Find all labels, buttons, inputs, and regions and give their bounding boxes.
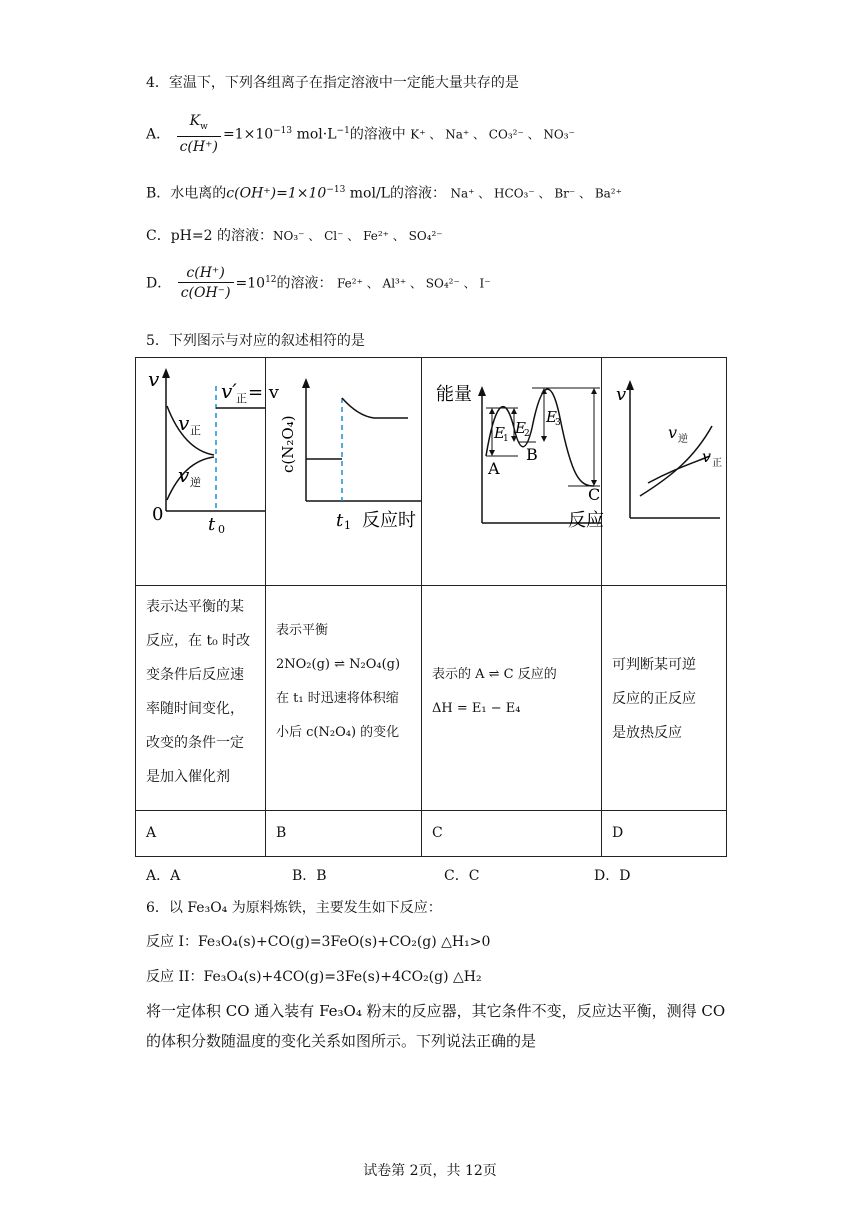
graph-c-point-c: C (588, 485, 601, 504)
graph-a-v-reverse: v (178, 463, 190, 487)
svg-text:逆: 逆 (678, 434, 688, 445)
q5-option-c: C．C (444, 868, 480, 884)
graph-c-point-b: B (526, 445, 538, 464)
label-b: B (276, 825, 287, 841)
q4-stem: 4．室温下，下列各组离子在指定溶液中一定能大量共存的是 (146, 75, 519, 91)
q6-paragraph-1: 将一定体积 CO 通入装有 Fe₃O₄ 粉末的反应器，其它条件不变，反应达平衡，测得 CO (146, 1002, 726, 1020)
graph-b (266, 358, 421, 585)
label-c: C (432, 825, 443, 841)
svg-text:2: 2 (524, 429, 530, 439)
q4-option-d: D． $\frac{c(H^+)}{c(OH^-)}$ $=10^{12}$的溶液： Fe²⁺ 、 Al³⁺ 、 SO₄²⁻ 、 I⁻ (146, 265, 491, 301)
q6-paragraph-2: 的体积分数随温度的变化关系如图所示。下列说法正确的是 (146, 1032, 537, 1050)
svg-text:1: 1 (344, 519, 351, 532)
desc-b: 表示平衡 2NO₂(g) ⇌ N₂O₄(g) 在 t₁ 时迅速将体积缩 小后 c(N₂O₄) 的变化 (276, 623, 401, 740)
q4-option-a: A． $\frac{K_w}{c(H^+)}$ $=1\times 10^{-13}$ $mol\cdot L^{-1}$的溶液中 K⁺ 、 Na⁺ 、 CO₃²⁻ 、 NO₃⁻ (146, 113, 575, 155)
svg-text:0: 0 (218, 523, 225, 536)
label-a: A (146, 825, 157, 841)
graph-c (422, 358, 604, 585)
svg-text:正: 正 (190, 424, 201, 437)
graph-c-point-a: A (488, 459, 500, 478)
graph-a-origin: 0 (152, 504, 164, 525)
label-d: D (612, 825, 624, 841)
graph-a-v-forward-new: v′ (221, 379, 237, 403)
graph-a-yaxis-label: v (148, 367, 160, 391)
graph-b-t1: t (336, 510, 344, 531)
svg-text:E: E (515, 419, 526, 437)
svg-text:E: E (546, 408, 557, 426)
q4a-fraction: $\frac{K_w}{c(H^+)}$ (177, 112, 221, 157)
q6-reaction-1: 反应 I：Fe₃O₄(s)+CO(g)=3FeO(s)+CO₂(g) △H₁>0 (146, 934, 491, 950)
q5-stem: 5．下列图示与对应的叙述相符的是 (146, 333, 365, 349)
q4d-fraction: $\frac{c(H^+)}{c(OH^-)}$ (178, 264, 234, 303)
graph-d (602, 358, 726, 585)
graph-c-xaxis-label: 反应 (568, 510, 604, 531)
graph-d-yaxis-label: v (616, 384, 627, 405)
q5-option-d: D．D (594, 868, 631, 884)
q5-table (135, 357, 727, 857)
q6-reaction-2: 反应 II：Fe₃O₄(s)+4CO(g)=3Fe(s)+4CO₂(g) △H₂ (146, 969, 482, 985)
graph-a (136, 358, 279, 585)
graph-b-yaxis-label: c(N₂O₄) (279, 415, 297, 473)
q4-option-b: B．水电离的$c(OH^+)=1\times 10^{-13}$ mol/L的溶液： Na⁺ 、 HCO₃⁻ 、 Br⁻ 、 Ba²⁺ (146, 185, 622, 202)
svg-text:逆: 逆 (190, 476, 201, 489)
graph-b-xaxis-label: 反应时 (362, 510, 416, 531)
svg-text:E: E (494, 424, 505, 442)
svg-text:= v: = v (248, 382, 279, 403)
q5-option-a: A．A (146, 868, 181, 884)
graph-c-yaxis-label: 能量 (436, 384, 472, 405)
svg-text:1: 1 (503, 434, 509, 444)
svg-text:3: 3 (555, 418, 561, 428)
q5-option-b: B．B (292, 868, 327, 884)
desc-c: 表示的 A ⇌ C 反应的 ΔH = E₁ − E₄ (432, 667, 557, 716)
desc-d: 可判断某可逆 反应的正反应 是放热反应 (612, 657, 696, 741)
desc-a: 表示达平衡的某 反应，在 t₀ 时改 变条件后反应速 率随时间变化， 改变的条件一定 是加入催化剂 (146, 599, 251, 785)
page-footer: 试卷第 2页，共 12页 (363, 1163, 497, 1179)
graph-d-v-reverse: v (668, 423, 678, 442)
graph-a-v-forward: v (178, 411, 190, 435)
q6-stem: 6．以 Fe₃O₄ 为原料炼铁，主要发生如下反应： (146, 900, 442, 916)
svg-text:正: 正 (712, 458, 722, 469)
graph-d-v-forward: v (702, 447, 712, 466)
q4-option-c: C．pH=2 的溶液：NO₃⁻ 、 Cl⁻ 、 Fe²⁺ 、 SO₄²⁻ (146, 228, 443, 244)
graph-a-t0: t (208, 514, 216, 535)
svg-text:正: 正 (236, 392, 247, 405)
